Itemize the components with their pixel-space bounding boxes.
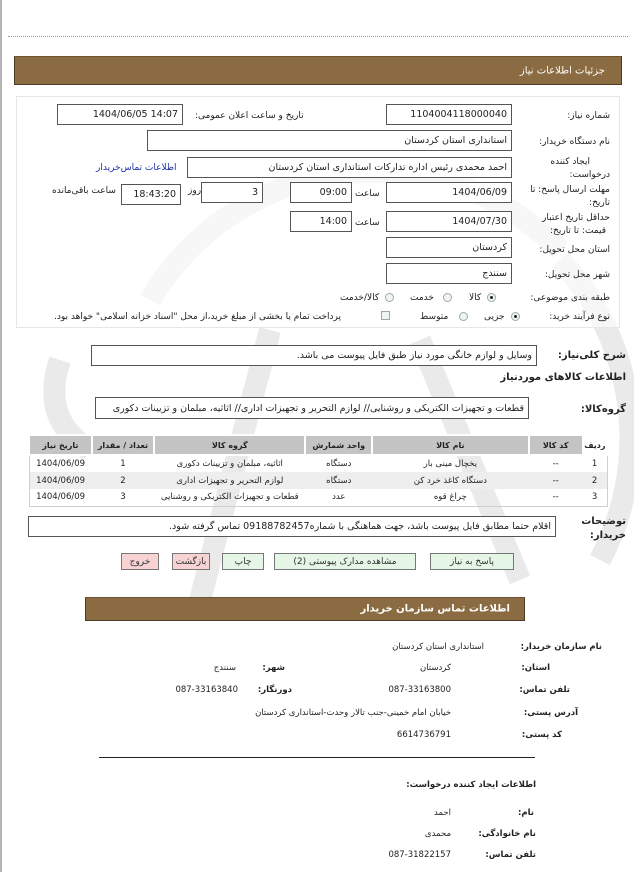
summary-field[interactable] [91,345,537,366]
contact-fax-value: 087-33163840 [175,685,238,695]
deadline-date-value: 1404/06/09 [452,187,507,198]
contact-postal-label: کد پستی: [521,730,562,740]
creator-family-value: محمدی [424,829,451,839]
cell-row: 3 [591,492,598,503]
cell-code: -- [552,492,559,503]
summary-label: شرح کلی‌نیاز: [557,350,626,361]
col-unit: واحد شمارش [305,435,372,455]
creator-phone-value: 087-31822157 [388,850,451,860]
checkbox-icon [381,311,390,320]
creator-value: احمد محمدی رئیس اداره تدارکات استانداری استان کردستان [268,162,507,173]
province-field[interactable] [386,237,512,258]
cell-qty: 3 [120,492,126,503]
buyer-org-label: نام دستگاه خریدار: [539,137,610,147]
cell-group: قطعات و تجهیزات الکتریکی و روشنایی [160,492,299,503]
treasury-note: پرداخت تمام یا بخشی از مبلغ خرید،از محل "اسناد خزانه اسلامی" خواهد بود. [54,312,342,322]
radio-icon [443,293,452,302]
contact-org-label: نام سازمان خریدار: [520,642,602,652]
category-radio-service[interactable] [443,293,452,303]
contact-phone-label: تلفن تماس: [519,685,570,695]
cell-name: چراغ قوه [433,492,467,503]
page-title: جزئیات اطلاعات نیاز [519,65,605,76]
creator-label-1: ایجاد کننده [550,157,590,167]
cell-group: لوازم التحریر و تجهیزات اداری [154,472,305,489]
summary-value: وسایل و لوازم خانگی مورد نیاز طبق فایل پیوست می باشد. [296,350,532,361]
goods-group-field[interactable] [95,397,529,419]
table-row[interactable] [29,455,607,472]
col-group: گروه کالا [154,435,305,455]
buyer-notes-label-1: توضیحات [581,516,626,527]
table-row[interactable] [29,472,607,489]
cell-qty: 2 [92,472,155,489]
view-attachments-button[interactable]: مشاهده مدارک پیوستی (2) [274,553,416,570]
contact-fax-label: دورنگار: [257,685,292,695]
remaining-label: ساعت باقی‌مانده [52,186,116,196]
cell-date: 1404/06/09 [36,492,86,503]
cell-unit: عدد [332,492,346,503]
validity-label-2: قیمت: تا تاریخ: [550,226,606,236]
radio-selected-icon [487,293,496,302]
radio-icon [459,312,468,321]
col-code: کد کالا [529,435,583,455]
cell-row: 1 [591,459,598,469]
goods-group-value: قطعات و تجهیزات الکتریکی و روشنایی// لوازم التحریر و تجهیزات اداری// اثاثیه، مبلمان و تزیینات دکوری [112,402,524,414]
creator-name-value: احمد [434,808,451,818]
treasury-checkbox[interactable] [381,311,390,321]
cell-name: یخچال مینی بار [423,459,477,469]
process-medium-label: متوسط [420,312,449,322]
remaining-time-value: 18:43:20 [133,189,176,200]
cell-date: 1404/06/09 [36,459,86,469]
buyer-contact-link[interactable]: اطلاعات تماس‌خریدار [96,163,177,173]
exit-button[interactable]: خروج [121,553,159,570]
creator-info-title: اطلاعات ایجاد کننده درخواست: [406,780,536,790]
page-header-bar [14,56,622,85]
days-label: روز [188,186,202,196]
col-qty: تعداد / مقدار [92,435,155,455]
cell-row: 2 [583,472,607,489]
contact-address-label: آدرس پستی: [523,708,578,718]
contact-city-value: سنندج [213,663,236,673]
buyer-contact-title: اطلاعات تماس سازمان خریدار [360,603,510,615]
divider [8,36,628,37]
announce-label: تاریخ و ساعت اعلان عمومی: [195,111,304,121]
contact-org-value: استانداری استان کردستان [392,642,484,652]
col-row: ردیف [583,435,607,455]
announce-datetime-value: 1404/06/05 14:07 [92,109,178,120]
cell-group: اثاثیه، مبلمان و تزیینات دکوری [176,459,283,469]
creator-phone-label: تلفن تماس: [485,850,536,860]
goods-group-label: گروه‌کالا: [580,404,626,415]
cell-date: 1404/06/09 [29,472,92,489]
remaining-time-field[interactable] [121,184,181,205]
contact-province-value: کردستان [419,663,451,673]
goods-table [28,434,608,507]
col-date: تاریخ نیاز [29,435,92,455]
need-number-field[interactable] [386,104,512,125]
deadline-time-value: 09:00 [319,187,347,198]
province-value: کردستان [472,242,507,253]
validity-label-1: حداقل تاریخ اعتبار [542,213,610,223]
process-minor-label: جزیی [484,312,505,322]
validity-date-field[interactable] [386,211,512,232]
contact-postal-value: 6614736791 [396,730,451,740]
category-goods-service-label: کالا/خدمت [340,293,380,303]
province-label: استان محل تحویل: [539,245,610,255]
goods-section-title: اطلاعات کالاهای موردنیاز [500,372,626,383]
cell-unit: دستگاه [305,472,372,489]
contact-address-value: خیابان امام خمینی-جنب تالار وحدت-استانداری کردستان [255,708,451,718]
reply-button[interactable]: پاسخ به نیاز [430,553,514,570]
section-divider [99,757,535,758]
contact-province-label: استان: [521,663,550,673]
process-radio-minor[interactable] [511,312,520,322]
city-field[interactable] [386,263,512,284]
table-header-row [29,435,607,455]
radio-selected-icon [511,312,520,321]
category-label: طبقه بندی موضوعی: [530,293,610,303]
cell-name: دستگاه کاغذ خرد کن [372,472,528,489]
validity-time-field[interactable] [290,211,352,232]
creator-name-label: نام: [517,808,534,818]
buyer-contact-bar [85,597,525,621]
cell-code: -- [529,472,583,489]
print-button[interactable]: چاپ [222,553,264,570]
contact-phone-value: 087-33163800 [388,685,451,695]
buyer-org-field[interactable] [147,130,512,151]
window-edge [0,0,2,872]
buyer-notes-field[interactable] [28,516,556,537]
category-radio-goods[interactable] [487,293,496,303]
buyer-org-value: استانداری استان کردستان [404,135,507,146]
process-radio-medium[interactable] [459,312,468,322]
validity-time-label: ساعت [355,218,380,228]
creator-family-label: نام خانوادگی: [478,829,536,839]
validity-time-value: 14:00 [319,216,347,227]
creator-label-2: درخواست: [569,170,610,180]
col-name: نام کالا [372,435,528,455]
announce-datetime-field[interactable] [57,104,183,125]
city-label: شهر محل تحویل: [544,270,610,280]
deadline-time-field[interactable] [290,182,352,203]
deadline-date-field[interactable] [386,182,512,203]
deadline-label-2: تاریخ: [589,198,610,208]
category-radio-goods-service[interactable] [385,293,394,303]
city-value: سنندج [482,268,507,279]
validity-date-value: 1404/07/30 [452,216,507,227]
contact-city-label: شهر: [262,663,285,673]
buyer-notes-label-2: خریدار: [589,530,626,541]
deadline-time-label: ساعت [355,189,380,199]
cell-code: -- [552,459,559,469]
need-number-value: 1104004118000040 [410,109,507,120]
back-button[interactable]: بازگشت [172,553,210,570]
need-number-label: شماره نیاز: [567,111,610,121]
process-label: نوع فرآیند خرید: [549,312,610,322]
deadline-label-1: مهلت ارسال پاسخ: تا [530,185,610,195]
table-row[interactable] [29,489,607,506]
days-value: 3 [251,187,258,198]
days-field[interactable] [201,182,263,203]
cell-unit: دستگاه [326,459,352,469]
creator-field[interactable] [187,157,512,178]
radio-icon [385,293,394,302]
buyer-notes-value: اقلام حتما مطابق فایل پیوست باشد، جهت هماهنگی با شماره09188782457 تماس گرفته شود. [169,521,551,532]
cell-qty: 1 [120,459,126,469]
category-goods-label: کالا [469,293,482,303]
category-service-label: خدمت [410,293,434,303]
